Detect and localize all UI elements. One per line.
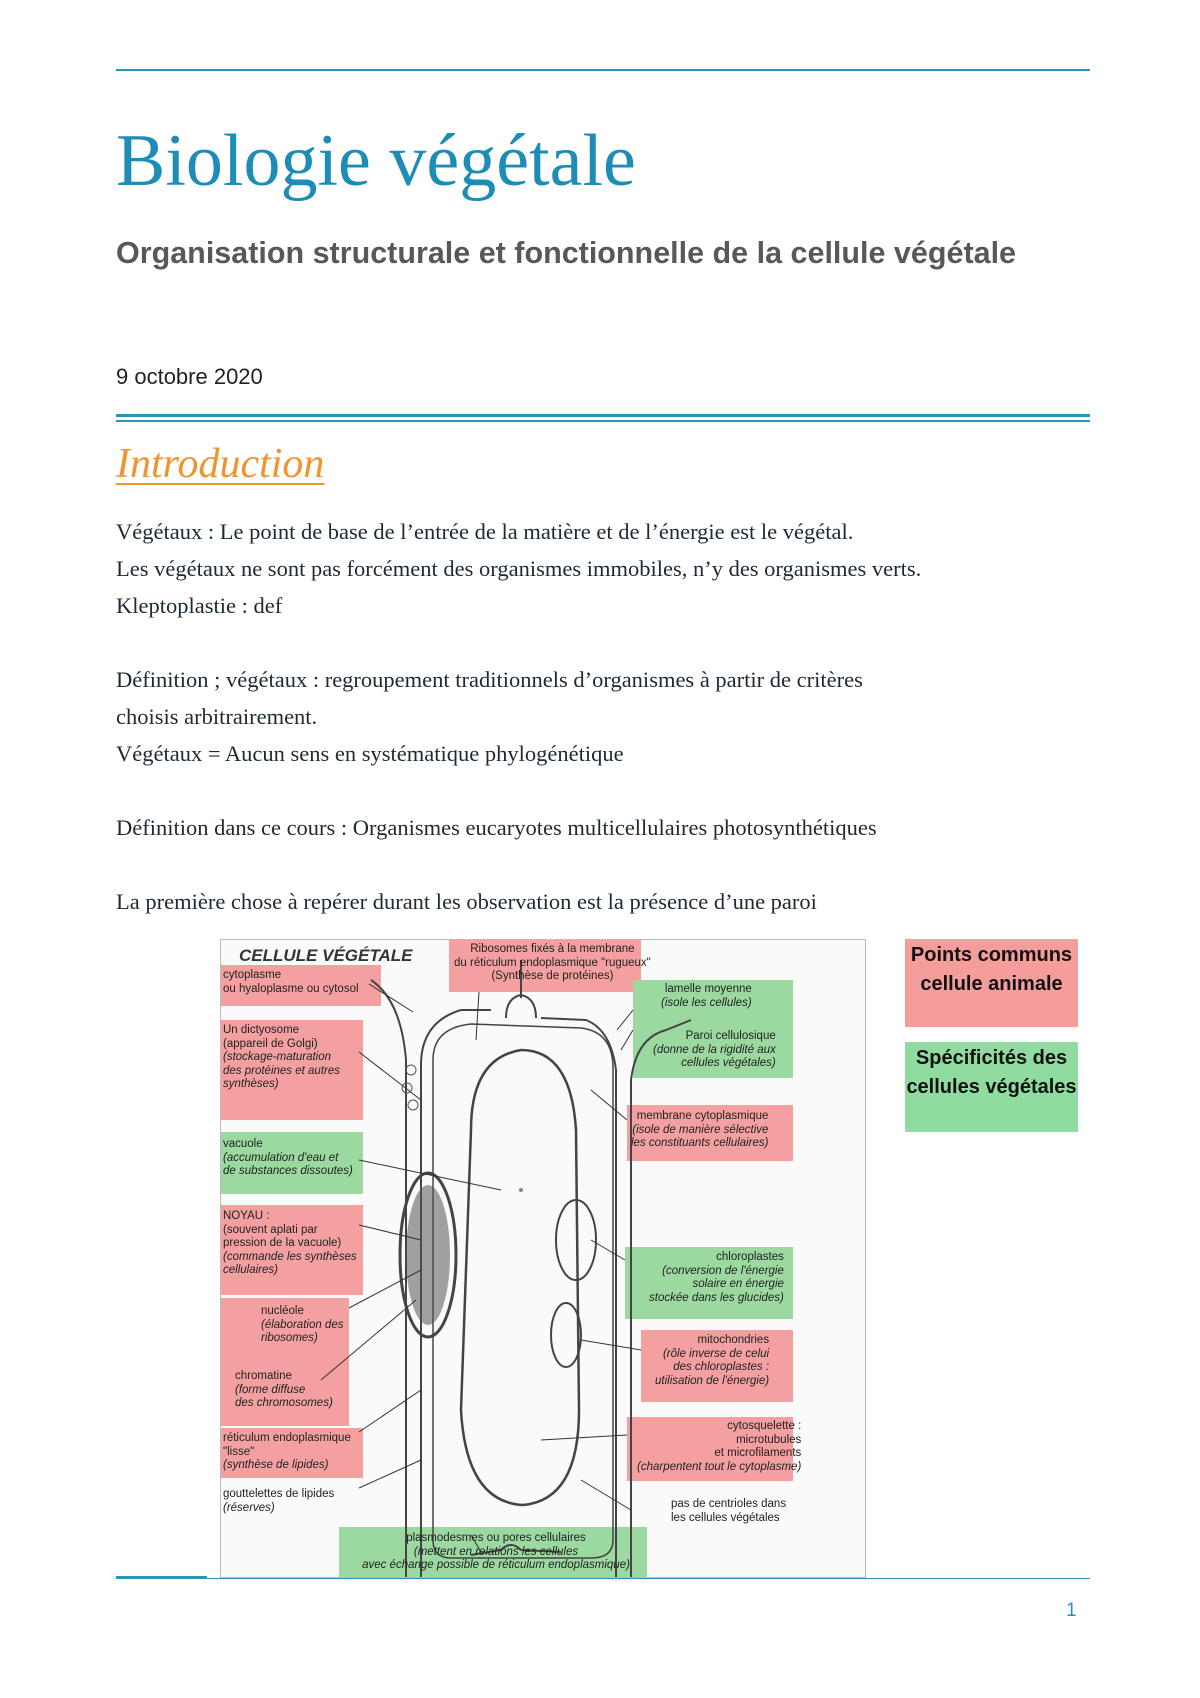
- footer-divider: [116, 1578, 1090, 1579]
- label-lamelle-moyenne: lamelle moyenne (isole les cellules): [661, 983, 752, 1009]
- label-cytoplasme: cytoplasme ou hyaloplasme ou cytosol: [223, 969, 359, 995]
- document-title: Biologie végétale: [116, 120, 636, 202]
- paragraph: Définition ; végétaux : regroupement traditionnels d’organismes à partir de critères: [116, 667, 863, 692]
- label-paroi: Paroi cellulosique (donne de la rigidité aux cellules végétales): [653, 1030, 776, 1069]
- paragraph: Kleptoplastie : def: [116, 593, 283, 618]
- title-divider-thin: [116, 420, 1090, 422]
- label-reticulum-lisse: réticulum endoplasmique "lisse" (synthèse de lipides): [223, 1432, 351, 1471]
- label-chromatine: chromatine (forme diffuse des chromosomes): [235, 1370, 333, 1409]
- label-cytosquelette: cytosquelette : microtubules et microfilaments (charpentent tout le cytoplasme): [637, 1420, 802, 1473]
- label-plasmodesmes: plasmodesmes ou pores cellulaires (mettent en relations les cellules avec échange possible de réticulum endoplasmique): [362, 1532, 630, 1571]
- label-dictyosome: Un dictyosome (appareil de Golgi) (stockage-maturation des protéines et autres synthèses): [223, 1024, 340, 1090]
- label-membrane: membrane cytoplasmique (isole de manière sélective les constituants cellulaires): [631, 1110, 769, 1149]
- label-gouttelettes: gouttelettes de lipides (réserves): [223, 1488, 335, 1514]
- label-noyau: NOYAU : (souvent aplati par pression de la vacuole) (commande les synthèses cellulaires): [223, 1210, 357, 1276]
- paragraph: Végétaux : Le point de base de l’entrée de la matière et de l’énergie est le végétal.: [116, 519, 854, 544]
- label-mitochondries: mitochondries (rôle inverse de celui des chloroplastes : utilisation de l'énergie): [655, 1334, 770, 1387]
- paragraph: choisis arbitrairement.: [116, 704, 318, 729]
- label-centrioles: pas de centrioles dans les cellules végétales: [671, 1498, 787, 1524]
- document-subtitle: Organisation structurale et fonctionnelle de la cellule végétale: [116, 236, 1017, 270]
- figure-title: CELLULE VÉGÉTALE: [239, 946, 413, 965]
- paragraph: Les végétaux ne sont pas forcément des organismes immobiles, n’y des organismes verts.: [116, 556, 922, 581]
- label-ribosomes: Ribosomes fixés à la membrane du réticulum endoplasmique "rugueux" (Synthèse de protéines): [454, 943, 651, 982]
- document-date: 9 octobre 2020: [116, 364, 263, 389]
- paragraph: Végétaux = Aucun sens en systématique phylogénétique: [116, 741, 624, 766]
- legend-common-animal: Points communs cellule animale: [905, 939, 1078, 1027]
- plant-cell-diagram: [220, 939, 866, 1578]
- legend-plant-specific: Spécificités des cellules végétales: [905, 1042, 1078, 1132]
- title-divider: [116, 414, 1090, 417]
- top-divider: [116, 69, 1090, 71]
- label-nucleole: nucléole (élaboration des ribosomes): [261, 1305, 344, 1344]
- section-heading-introduction: Introduction: [116, 441, 325, 487]
- paragraph: Définition dans ce cours : Organismes eucaryotes multicellulaires photosynthétiques: [116, 815, 877, 840]
- label-chloroplastes: chloroplastes (conversion de l'énergie solaire en énergie stockée dans les glucides): [649, 1251, 784, 1304]
- page-number: 1: [1066, 1600, 1077, 1621]
- paragraph: La première chose à repérer durant les observation est la présence d’une paroi: [116, 889, 817, 914]
- label-vacuole: vacuole (accumulation d'eau et de substances dissoutes): [223, 1138, 353, 1177]
- footer-accent-bar: [116, 1576, 207, 1579]
